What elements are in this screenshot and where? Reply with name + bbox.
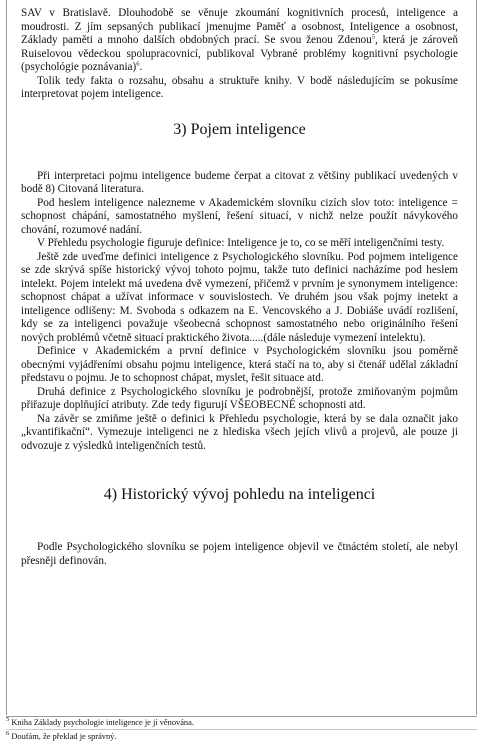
paragraph: Na závěr se zmiňme ještě o definici k Přehledu psychologie, která by se dala označit jako „kvantifikační“. Vymezuje inteligenci ne z hlediska všech jejích vlivů a projevů, ale pouze ji odvozuje z výsledků inteligenčních testů. (21, 412, 458, 452)
paragraph: Ještě zde uveďme definici inteligence z Psychologického slovníku. Pod pojmem inteligence se zde skrývá spíše historický vývoj tohoto pojmu, takže tuto definici nacházíme pod heslem intelekt. Pojem intelekt má uvedena dvě vymezení, přičemž v prvním je synonymem inteligence: schopnost chápat a užívat informace v souvislostech. Ve druhém jsou však pojmy inetekt a inteligence odlišeny: M. Svoboda s odkazem na E. Vencovského a J. Dobiáše uvádí rozlišení, kdy se za inteligenci považuje všeobecná schopnost samostatného nebo originálního řešení nových problémů včetně situací praktického života.....(dále následuje vymezení intelektu). (21, 250, 458, 344)
paragraph: Definice v Akademickém a první definice v Psychologickém slovníku jsou poměrně obecnými vyjádřeními obsahu pojmu inteligence, která stačí na to, aby si čtenář udělal základní představu o pojmu. Je to schopnost chápat, myslet, řešit situace atd. (21, 345, 458, 384)
section-heading: 4) Historický vývoj pohledu na inteligenci (103, 486, 376, 503)
paragraph: SAV v Bratislavě. Dlouhodobě se věnuje zkoumání kognitivních procesů, inteligence a moudrosti. Z jím sepsaných publikací jmenujme Paměť a osobnost, Inteligence a osobnost, Základy paměti a mnoho dalších obdobných prací. Se svou ženou Zdenou$^5$, která je zároveň Ruiselovou vědeckou spolupracovnicí, publikoval Vybrané problémy kognitivní psychologie (psychológie poznávania)$^6$. (21, 7, 458, 73)
paragraph: Tolik tedy fakta o rozsahu, obsahu a struktuře knihy. V bodě následujícím se pokusíme interpretovat pojem inteligence. (21, 74, 458, 100)
footnote-mark: 5 (6, 716, 10, 724)
footnote (6, 732, 116, 742)
document-body (21, 7, 458, 568)
footnote-mark: 6 (136, 60, 140, 68)
paragraph: V Přehledu psychologie figuruje definice: Inteligence je to, co se měří inteligenčními testy. (37, 237, 445, 249)
footnote-mark: 5 (371, 33, 375, 41)
paragraph-text: která je zároveň Ruiselovou vědeckou spolupracovnicí, publikoval Vybrané problémy kognitivní psychologie (psychológie poznávania) (21, 34, 458, 73)
paragraph: Podle Psychologického slovníku se pojem inteligence objevil ve čtnáctém století, ale nebyl přesněji definován. (21, 541, 458, 567)
footnote-mark: 6 (6, 730, 10, 738)
footnote-text: Doufám, že překlad je správný. (11, 732, 117, 741)
paragraph: Při interpretaci pojmu inteligence budeme čerpat a citovat z většiny publikací uvedených v bodě 8) Citovaná literatura. (21, 169, 458, 195)
footnotes (0, 716, 484, 753)
paragraph-text: SAV v Bratislavě. Dlouhodobě se věnuje zkoumání kognitivních procesů, inteligence a moudrosti. Z jím sepsaných publikací jmenujme Paměť a osobnost, Inteligence a osobnost, Základy paměti a mnoho dalších obdobných prací. Se svou ženou Zdenou (21, 7, 458, 46)
footnote-separator (6, 716, 477, 717)
footnote (6, 718, 194, 728)
footnote-divider (6, 729, 477, 730)
paragraph: Druhá definice z Psychologického slovníku je podrobnější, protože zmiňovaným pojmům přiřazuje doplňující atributy. Zde tedy figurují VŠEOBECNÉ schopnosti atd. (21, 385, 458, 411)
paragraph: Pod heslem inteligence nalezneme v Akademickém slovníku cizích slov toto: inteligence = schopnost chápání, samostatného myšlení, řešení situací, v nichž nelze použít návykového chování, rozumové nadání. (21, 196, 458, 236)
footnote-text: Kniha Základy psychologie inteligence je jí věnována. (11, 718, 194, 727)
section-heading: 3) Pojem inteligence (173, 120, 306, 138)
